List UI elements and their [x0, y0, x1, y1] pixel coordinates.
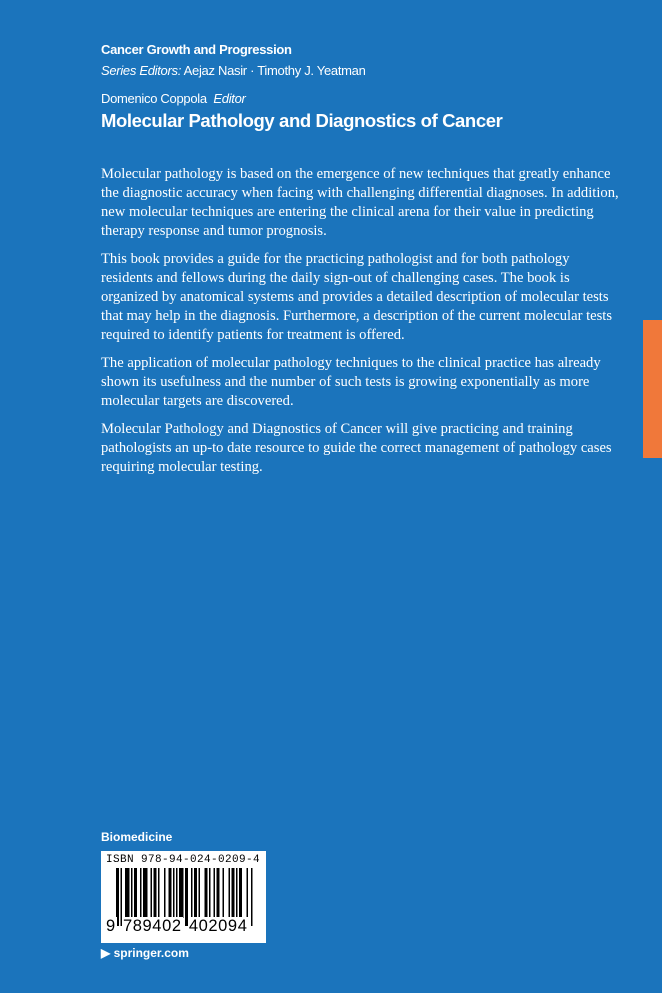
- barcode-bar: [164, 868, 166, 918]
- barcode-bar: [176, 868, 178, 918]
- barcode-box: [101, 851, 266, 943]
- barcode-bar: [217, 868, 220, 918]
- editor-label: Editor: [213, 91, 246, 106]
- editor: [101, 91, 246, 106]
- barcode-bar: [179, 868, 184, 918]
- barcode-bar: [199, 868, 201, 918]
- website-text: springer.com: [113, 946, 189, 960]
- barcode-bar: [154, 868, 157, 918]
- isbn-text: ISBN 978-94-024-0209-4: [106, 854, 261, 866]
- ean-digits: [105, 917, 249, 936]
- series-editors-label: Series Editors:: [101, 63, 182, 78]
- arrow-right-icon: ▶: [101, 946, 111, 960]
- blurb: [101, 165, 621, 486]
- barcode-bar: [251, 868, 253, 926]
- barcode-bar: [173, 868, 175, 918]
- editor-name: Domenico Coppola: [101, 91, 207, 106]
- barcode-bar: [209, 868, 211, 918]
- blurb-paragraph: Molecular Pathology and Diagnostics of Cancer will give practicing and training pathologists an up-to date resource to guide the correct management of pathology cases requiring molecular testing.: [101, 421, 612, 475]
- subject-label: Biomedicine: [101, 830, 173, 844]
- barcode-bar: [194, 868, 197, 918]
- series-editors-names: Aejaz Nasir · Timothy J. Yeatman: [183, 63, 366, 78]
- ean-left: 789402: [122, 917, 182, 935]
- website-link[interactable]: [101, 946, 189, 960]
- barcode-bar: [143, 868, 148, 918]
- barcode-bar: [125, 868, 130, 918]
- barcode-bar: [158, 868, 160, 918]
- barcode-bar: [205, 868, 208, 918]
- series-title: Cancer Growth and Progression: [101, 42, 292, 57]
- blurb-paragraph: This book provides a guide for the practicing pathologist and for both pathology residents and fellows during the daily sign-out of challenging cases. The book is organized by anatomical systems and provides a detailed description of molecular tests that may help in the diagnosis. Furthermore, a description of the current molecular tests required to identify patients for treatment is offered.: [101, 251, 613, 343]
- blurb-paragraph: Molecular pathology is based on the emergence of new techniques that greatly enhance the diagnostic accuracy when facing with challenging differential diagnoses. In addition, new molecular techniques are entering the clinical arena for their value in predicting therapy response and tumor prognosis.: [101, 166, 619, 239]
- series-editors: [101, 63, 366, 78]
- barcode-bar: [229, 868, 231, 918]
- barcode-bar: [140, 868, 142, 918]
- ean-first: 9: [106, 917, 116, 935]
- barcode-bar: [236, 868, 238, 918]
- barcode-bar: [232, 868, 235, 918]
- orange-edge-tab: [643, 320, 662, 458]
- barcode-bar: [151, 868, 153, 918]
- barcode-bar: [169, 868, 172, 918]
- barcode-bar: [214, 868, 216, 918]
- barcode-bar: [247, 868, 249, 918]
- barcode-bar: [131, 868, 133, 918]
- ean-right: 402094: [188, 917, 248, 935]
- book-title: Molecular Pathology and Diagnostics of Cancer: [101, 110, 503, 131]
- blurb-paragraph: The application of molecular pathology techniques to the clinical practice has already shown its usefulness and the number of such tests is growing exponentially as more molecular targets are discovered.: [101, 355, 601, 409]
- barcode-bar: [134, 868, 137, 918]
- barcode-bar: [223, 868, 225, 918]
- barcode-bar: [239, 868, 242, 918]
